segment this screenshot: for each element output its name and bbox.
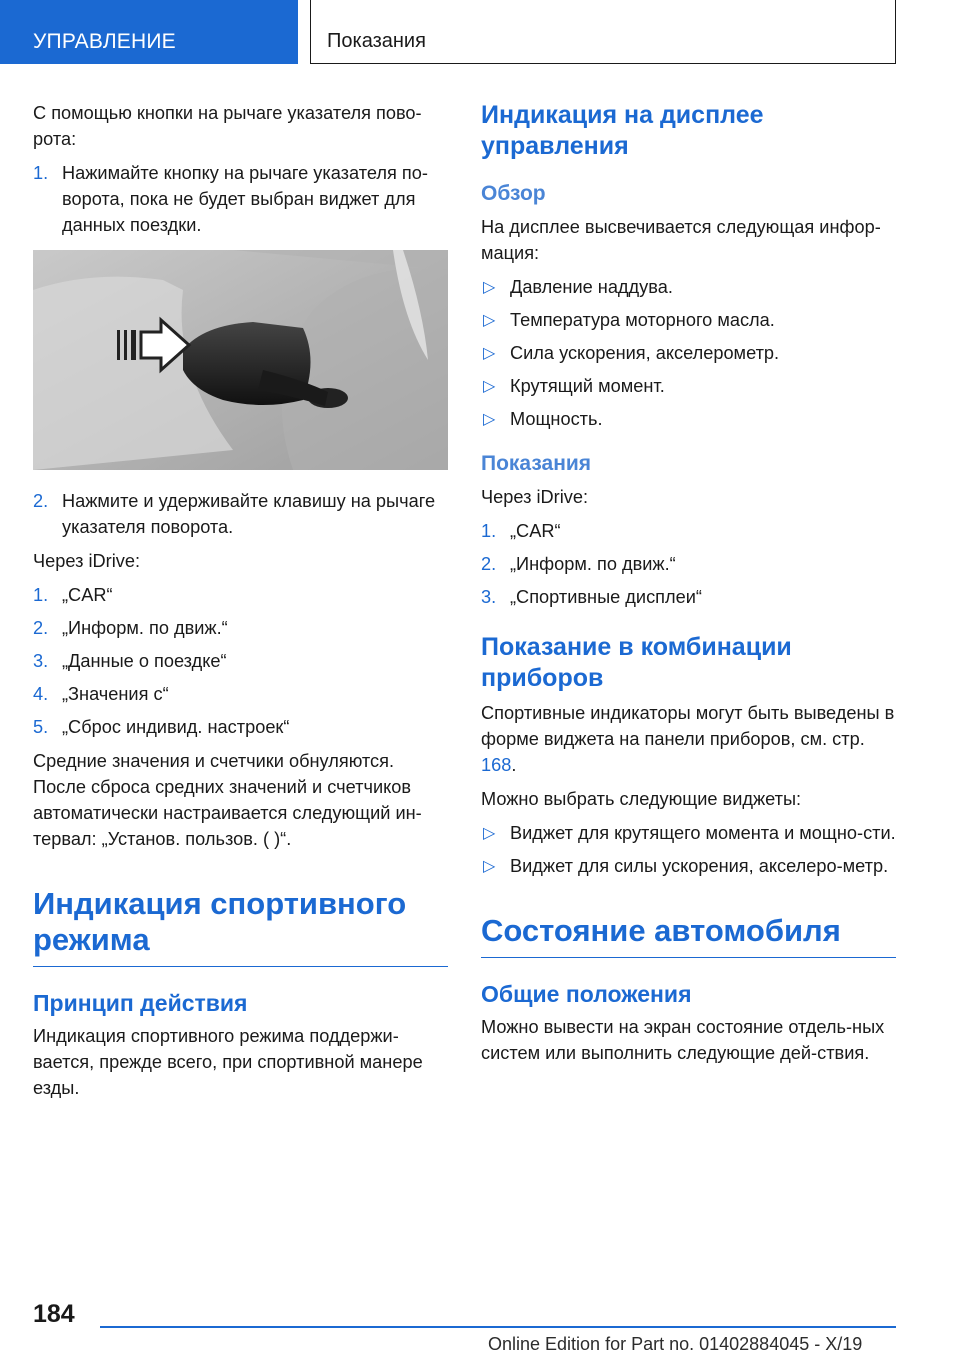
triangle-right-icon: ▷: [483, 345, 496, 362]
reading-steps: [481, 518, 896, 610]
page-link[interactable]: 168: [481, 755, 512, 775]
list-item: [481, 853, 896, 879]
step-number: 1.: [33, 163, 49, 183]
list-item: [481, 551, 896, 577]
heading-overview: Обзор: [481, 182, 546, 205]
item-text: Крутящий момент.: [510, 376, 665, 396]
left-column: [33, 100, 448, 1109]
step-number: 4.: [33, 684, 49, 704]
step-text: „CAR“: [62, 585, 113, 605]
via-idrive-label: Через iDrive:: [481, 487, 588, 507]
list-item: [481, 307, 896, 333]
cluster-text: [481, 700, 896, 778]
triangle-right-icon: ▷: [483, 378, 496, 395]
right-column: [481, 100, 896, 1074]
step-text: „Сброс индивид. настроек“: [62, 717, 290, 737]
step-number: 5.: [33, 717, 49, 737]
item-text: Температура моторного масла.: [510, 310, 775, 330]
steps-a1: [33, 160, 448, 238]
list-item: [33, 648, 448, 674]
page-number: 184: [33, 1300, 75, 1328]
cluster-text-end: .: [511, 755, 517, 775]
overview-list: [481, 274, 896, 432]
list-item: [481, 820, 896, 846]
triangle-right-icon: ▷: [483, 858, 496, 875]
step-text: „Спортивные дисплеи“: [510, 587, 702, 607]
overview-text: На дисплее высвечивается следующая инфор-мация:: [481, 217, 881, 263]
list-item: [33, 714, 448, 740]
triangle-right-icon: ▷: [483, 411, 496, 428]
turn-signal-lever-image: [33, 250, 448, 470]
heading-control-display: Индикация на дисплее управления: [481, 101, 764, 160]
list-item: [481, 340, 896, 366]
steps-a2: [33, 488, 448, 540]
list-item: [481, 584, 896, 610]
footer-divider: [100, 1326, 896, 1328]
list-item: [33, 160, 448, 238]
item-text: Мощность.: [510, 409, 603, 429]
step-number: 3.: [33, 651, 49, 671]
widgets-list: [481, 820, 896, 879]
list-item: [481, 373, 896, 399]
steps-b: [33, 582, 448, 740]
step-number: 1.: [33, 585, 49, 605]
intro-text: С помощью кнопки на рычаге указателя пово-рота:: [33, 103, 422, 149]
step-number: 2.: [33, 618, 49, 638]
list-item: [481, 518, 896, 544]
triangle-right-icon: ▷: [483, 312, 496, 329]
list-item: [33, 615, 448, 641]
chapter-tab: УПРАВЛЕНИЕ: [0, 0, 298, 64]
via-idrive-label: Через iDrive:: [33, 551, 140, 571]
principle-text: Индикация спортивного режима поддержи-вается, прежде всего, при спортивной манере езды.: [33, 1026, 423, 1098]
section-title: Показания: [310, 0, 896, 64]
step-text: „CAR“: [510, 521, 561, 541]
heading-instrument-cluster: Показание в комбинации приборов: [481, 633, 792, 692]
widgets-intro: Можно выбрать следующие виджеты:: [481, 789, 802, 809]
triangle-right-icon: ▷: [483, 279, 496, 296]
list-item: [33, 582, 448, 608]
list-item: [481, 274, 896, 300]
list-item: [481, 406, 896, 432]
step-number: 3.: [481, 587, 497, 607]
step-text: „Информ. по движ.“: [510, 554, 676, 574]
item-text: Сила ускорения, акселерометр.: [510, 343, 780, 363]
step-text: „Информ. по движ.“: [62, 618, 228, 638]
step-text: „Значения с“: [62, 684, 169, 704]
cluster-text-body: Спортивные индикаторы могут быть выведены в форме виджета на панели приборов, см. стр.: [481, 703, 895, 749]
triangle-right-icon: ▷: [483, 825, 496, 842]
heading-sport-display: Индикация спортивного режима: [33, 886, 448, 967]
lever-photo: [33, 250, 448, 470]
heading-readings: Показания: [481, 452, 592, 475]
edition-note: Online Edition for Part no. 01402884045 - X/19: [488, 1334, 863, 1354]
reset-text: Средние значения и счетчики обнуляются. После сброса средних значений и счетчиков автоматически настраивается следующий ин-тервал: „Установ. пользов. ( )“.: [33, 751, 422, 849]
heading-principle: Принцип действия: [33, 990, 248, 1016]
step-number: 2.: [33, 491, 49, 511]
general-text: Можно вывести на экран состояние отдель-ных систем или выполнить следующие дей-ствия.: [481, 1017, 885, 1063]
step-text: „Данные о поездке“: [62, 651, 227, 671]
list-item: [33, 488, 448, 540]
item-text: Давление наддува.: [510, 277, 673, 297]
step-number: 1.: [481, 521, 497, 541]
item-text: Виджет для крутящего момента и мощно-сти.: [510, 823, 896, 843]
heading-general: Общие положения: [481, 981, 692, 1007]
list-item: [33, 681, 448, 707]
item-text: Виджет для силы ускорения, акселеро-метр.: [510, 856, 889, 876]
heading-vehicle-status: Состояние автомобиля: [481, 913, 896, 958]
step-text: Нажимайте кнопку на рычаге указателя по-ворота, пока не будет выбран виджет для данных поездки.: [62, 163, 428, 235]
step-number: 2.: [481, 554, 497, 574]
step-text: Нажмите и удерживайте клавишу на рычаге указателя поворота.: [62, 491, 436, 537]
